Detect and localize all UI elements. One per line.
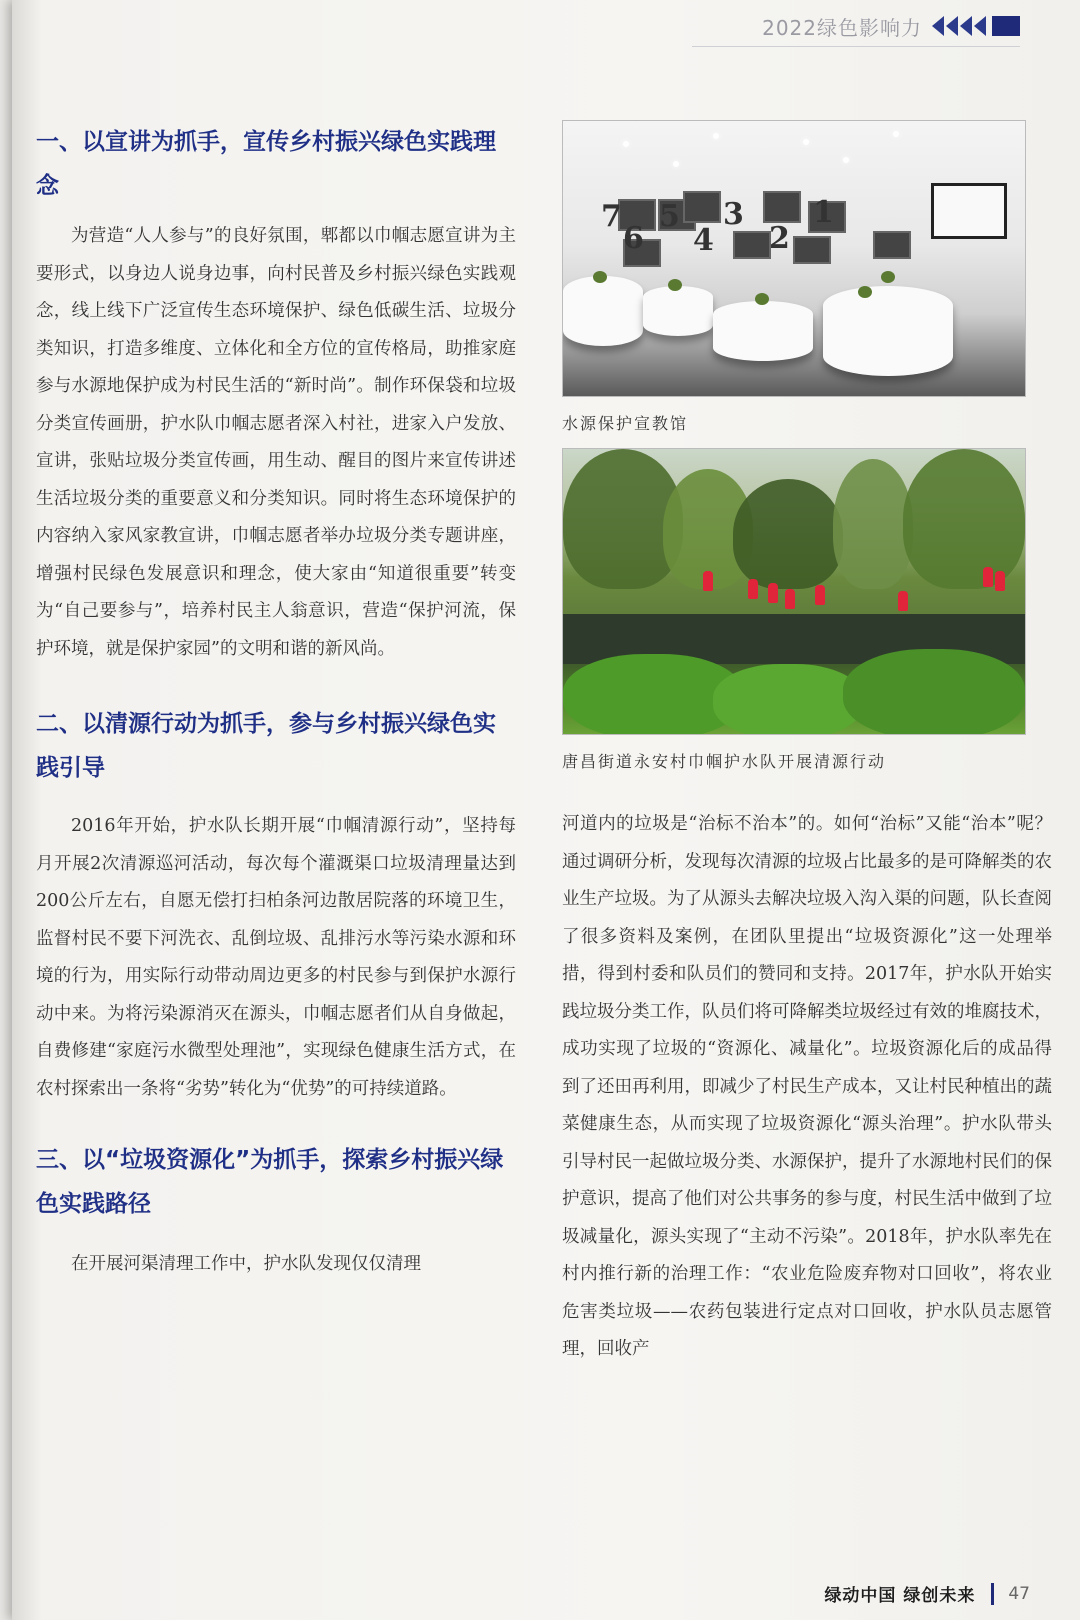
exhibit-number: 3	[723, 197, 744, 232]
header-title: 2022绿色影响力	[762, 15, 922, 40]
header-accent-bar	[992, 16, 1020, 36]
page-number: 47	[1008, 1583, 1030, 1604]
exhibit-number: 6	[623, 221, 644, 256]
page-header	[762, 8, 1020, 44]
magazine-page	[12, 0, 1080, 1620]
left-column	[36, 120, 516, 1284]
exhibition-hall-photo	[562, 120, 1026, 397]
section3-heading: 三、以“垃圾资源化”为抓手，探索乡村振兴绿色实践路径	[36, 1147, 504, 1217]
exhibit-number: 2	[769, 221, 790, 256]
chevron-left-icon	[932, 16, 988, 36]
section2-paragraph: 2016年开始，护水队长期开展“巾帼清源行动”，坚持每月开展2次清源巡河活动，每次每个灌溉渠口垃圾清理量达到200公斤左右，自愿无偿打扫柏条河边散居院落的环境卫生，监督村民不要下河洗衣、乱倒垃圾、乱排污水等污染水源和环境的行为，用实际行动带动周边更多的村民参与到保护水源行动中来。为将污染源消灭在源头，巾帼志愿者们从自身做起，自费修建“家庭污水微型处理池”，实现绿色健康生活方式，在农村探索出一条将“劣势”转化为“优势”的可持续道路。	[36, 816, 516, 1099]
footer-divider	[991, 1583, 994, 1605]
page-footer	[824, 1581, 1030, 1606]
section3-paragraph-start: 在开展河渠清理工作中，护水队发现仅仅清理	[71, 1254, 421, 1274]
exhibit-number: 1	[813, 195, 834, 230]
exhibit-number: 7	[601, 199, 622, 234]
photo2-caption: 唐昌街道永安村巾帼护水队开展清源行动	[562, 752, 887, 771]
right-column	[562, 120, 1052, 1369]
section2-heading: 二、以清源行动为抓手，参与乡村振兴绿色实践引导	[36, 711, 496, 781]
river-cleanup-photo	[562, 448, 1026, 735]
exhibit-number: 4	[693, 223, 714, 258]
photo1-caption: 水源保护宣教馆	[562, 414, 689, 433]
section3-paragraph-continued: 河道内的垃圾是“治标不治本”的。如何“治标”又能“治本”呢？通过调研分析，发现每次清源的垃圾占比最多的是可降解类的农业生产垃圾。为了从源头去解决垃圾入沟入渠的问题，队长查阅了很多资料及案例，在团队里提出“垃圾资源化”这一处理举措，得到村委和队员们的赞同和支持。2017年，护水队开始实践垃圾分类工作，队员们将可降解类垃圾经过有效的堆腐技术，成功实现了垃圾的“资源化、减量化”。垃圾资源化后的成品得到了还田再利用，即减少了村民生产成本，又让村民种植出的蔬菜健康生态，从而实现了垃圾资源化“源头治理”。护水队带头引导村民一起做垃圾分类、水源保护，提升了水源地村民们的保护意识，提高了他们对公共事务的参与度，村民生活中做到了垃圾减量化，源头实现了“主动不污染”。2018年，护水队率先在村内推行新的治理工作：“农业危险废弃物对口回收”，将农业危害类垃圾——农药包装进行定点对口回收，护水队员志愿管理，回收产	[562, 814, 1052, 1359]
header-divider	[692, 46, 1020, 47]
section1-paragraph: 为营造“人人参与”的良好氛围，郫都以巾帼志愿宣讲为主要形式，以身边人说身边事，向村民普及乡村振兴绿色实践观念，线上线下广泛宣传生态环境保护、绿色低碳生活、垃圾分类知识，打造多维度、立体化和全方位的宣传格局，助推家庭参与水源地保护成为村民生活的“新时尚”。制作环保袋和垃圾分类宣传画册，护水队巾帼志愿者深入村社，进家入户发放、宣讲，张贴垃圾分类宣传画，用生动、醒目的图片来宣传讲述生活垃圾分类的重要意义和分类知识。同时将生态环境保护的内容纳入家风家教宣讲，巾帼志愿者举办垃圾分类专题讲座，增强村民绿色发展意识和理念，使大家由“知道很重要”转变为“自己要参与”，培养村民主人翁意识，营造“保护河流，保护环境，就是保护家园”的文明和谐的新风尚。	[36, 226, 516, 659]
exhibit-number: 5	[659, 199, 680, 234]
section1-heading: 一、以宣讲为抓手，宣传乡村振兴绿色实践理念	[36, 129, 496, 199]
footer-slogan: 绿动中国 绿创未来	[824, 1586, 976, 1606]
